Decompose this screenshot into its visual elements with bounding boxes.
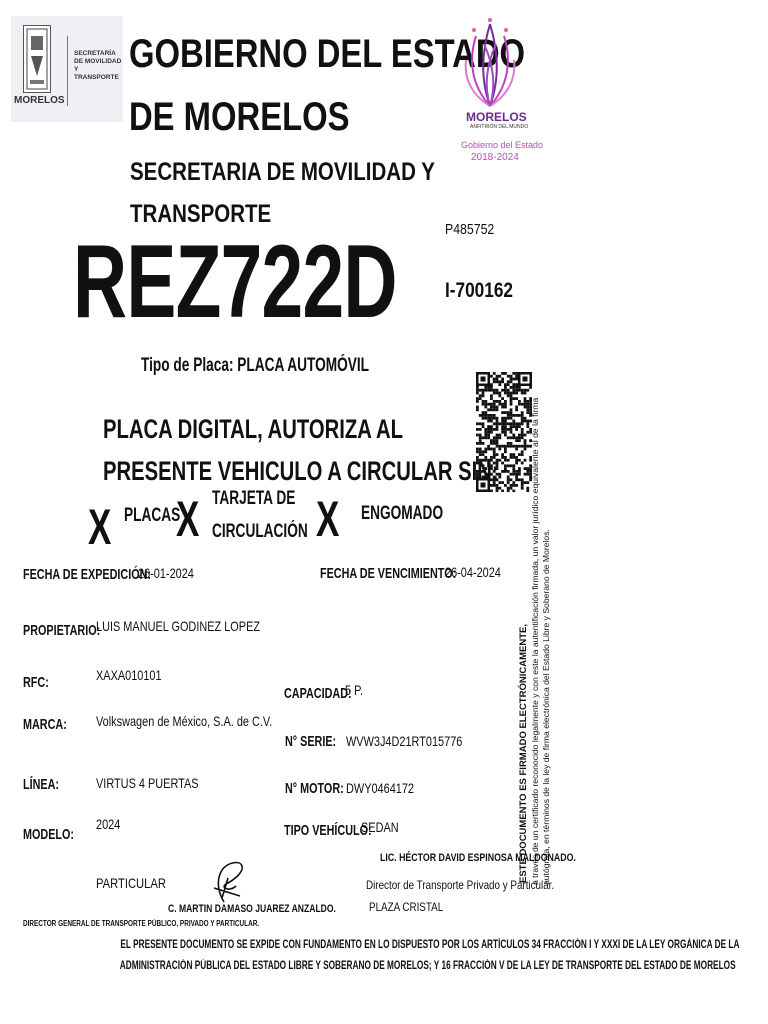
motor-value: DWY0464172	[346, 780, 414, 796]
model-value: 2024	[96, 816, 121, 832]
owner-label: PROPIETARIO:	[23, 622, 101, 639]
item-engomado: ENGOMADO	[361, 503, 444, 524]
brand-value: Volkswagen de México, S.A. de C.V.	[96, 713, 273, 729]
logo-caption: MORELOS	[14, 95, 65, 106]
logo-text: SECRETARÍA DE MOVILIDAD Y TRANSPORTE	[74, 50, 122, 81]
owner-value: LUIS MANUEL GODINEZ LOPEZ	[96, 618, 261, 634]
x-mark-placas: X	[88, 499, 112, 555]
subtitle-line-1: SECRETARIA DE MOVILIDAD Y	[130, 158, 435, 186]
model-label: MODELO:	[23, 826, 74, 843]
brand-tagline: ANFITRIÓN DEL MUNDO	[470, 124, 529, 130]
footer-line-2: ADMINISTRACIÓN PÚBLICA DEL ESTADO LIBRE Y SOBERANO DE MORELOS; Y 16 FRACCIÓN V DE LA LEY DE TRANSPORTE DEL ESTADO DE MORELOS	[119, 960, 736, 972]
item-placas: PLACAS	[124, 505, 181, 526]
morelos-lotus-icon	[462, 16, 518, 112]
vehicle-type-label: TIPO VEHÍCULO:	[284, 822, 372, 839]
x-mark-engomado: X	[316, 491, 340, 547]
signature-icon	[206, 858, 248, 904]
serial-value: WVW3J4D21RT015776	[346, 733, 463, 749]
item-tarjeta-line-1: TARJETA DE	[212, 488, 296, 509]
rfc-value: XAXA010101	[96, 667, 162, 683]
item-tarjeta-line-2: CIRCULACIÓN	[212, 521, 308, 542]
notice-line-1: ESTE DOCUMENTO ES FIRMADO ELECTRÓNICAMENTE,	[518, 624, 529, 883]
logo-divider	[67, 36, 68, 106]
issue-date-value: 26-01-2024	[138, 565, 194, 581]
declaration-line-1: PLACA DIGITAL, AUTORIZA AL	[103, 414, 403, 444]
motor-label: N° MOTOR:	[285, 780, 344, 797]
right-signer-title: Director de Transporte Privado y Particular.	[366, 878, 555, 892]
state-seal-icon	[23, 25, 51, 93]
brand-gov: Gobierno del Estado	[461, 140, 544, 150]
brand-name: MORELOS	[466, 110, 527, 124]
legal-footer	[0, 935, 740, 977]
serial-label: N° SERIE:	[285, 733, 337, 750]
right-signer-place: PLAZA CRISTAL	[369, 900, 444, 914]
brand-label: MARCA:	[23, 716, 67, 733]
left-signer-name: C. MARTIN DAMASO JUAREZ ANZALDO.	[168, 903, 336, 915]
line-label: LÍNEA:	[23, 776, 59, 793]
title-line-2: DE MORELOS	[129, 95, 350, 139]
folio-number: P485752	[445, 221, 495, 238]
right-signer-name: LIC. HÉCTOR DAVID ESPINOSA MALDONADO.	[380, 852, 576, 864]
plate-number: REZ722D	[73, 224, 397, 340]
subtitle-line-2: TRANSPORTE	[130, 200, 272, 228]
declaration-line-2: PRESENTE VEHICULO A CIRCULAR SIN:	[103, 456, 499, 486]
plate-type: Tipo de Placa: PLACA AUTOMÓVIL	[141, 355, 370, 376]
capacity-value: 5 P.	[345, 682, 364, 698]
expiry-date-value: 26-04-2024	[445, 564, 501, 580]
notice-line-2: a través de un certificado reconocido legalmente y con este la autentificación firmada, un valor jurídico equivalente al de la firma	[529, 397, 540, 885]
title-line-1: GOBIERNO DEL ESTADO	[129, 32, 526, 76]
expiry-date-label: FECHA DE VENCIMIENTO:	[320, 565, 457, 582]
left-signer-title: DIRECTOR GENERAL DE TRANSPORTE PÚBLICO, PRIVADO Y PARTICULAR.	[23, 919, 260, 928]
footer-line-1: EL PRESENTE DOCUMENTO SE EXPIDE CON FUNDAMENTO EN LO DISPUESTO POR LOS ARTÍCULOS 34 FRACCIÓN I Y XXXI DE LA LEY ORGÁNICA DE LA	[120, 939, 740, 951]
issue-date-label: FECHA DE EXPEDICIÓN:	[23, 566, 152, 583]
line-value: VIRTUS 4 PUERTAS	[96, 775, 199, 791]
service-value: PARTICULAR	[96, 875, 166, 891]
rfc-label: RFC:	[23, 674, 49, 691]
capacity-label: CAPACIDAD:	[284, 685, 352, 702]
x-mark-tarjeta: X	[176, 491, 200, 547]
electronic-signature-notice	[518, 150, 570, 885]
vehicle-type-value: SEDAN	[361, 819, 399, 835]
serial-number: I-700162	[445, 279, 513, 302]
notice-line-3: autógrafa, en términos de la ley de firma electrónica del Estado Libre y Soberano de Morelos.	[541, 529, 551, 885]
brand-years: 2018-2024	[471, 152, 519, 163]
